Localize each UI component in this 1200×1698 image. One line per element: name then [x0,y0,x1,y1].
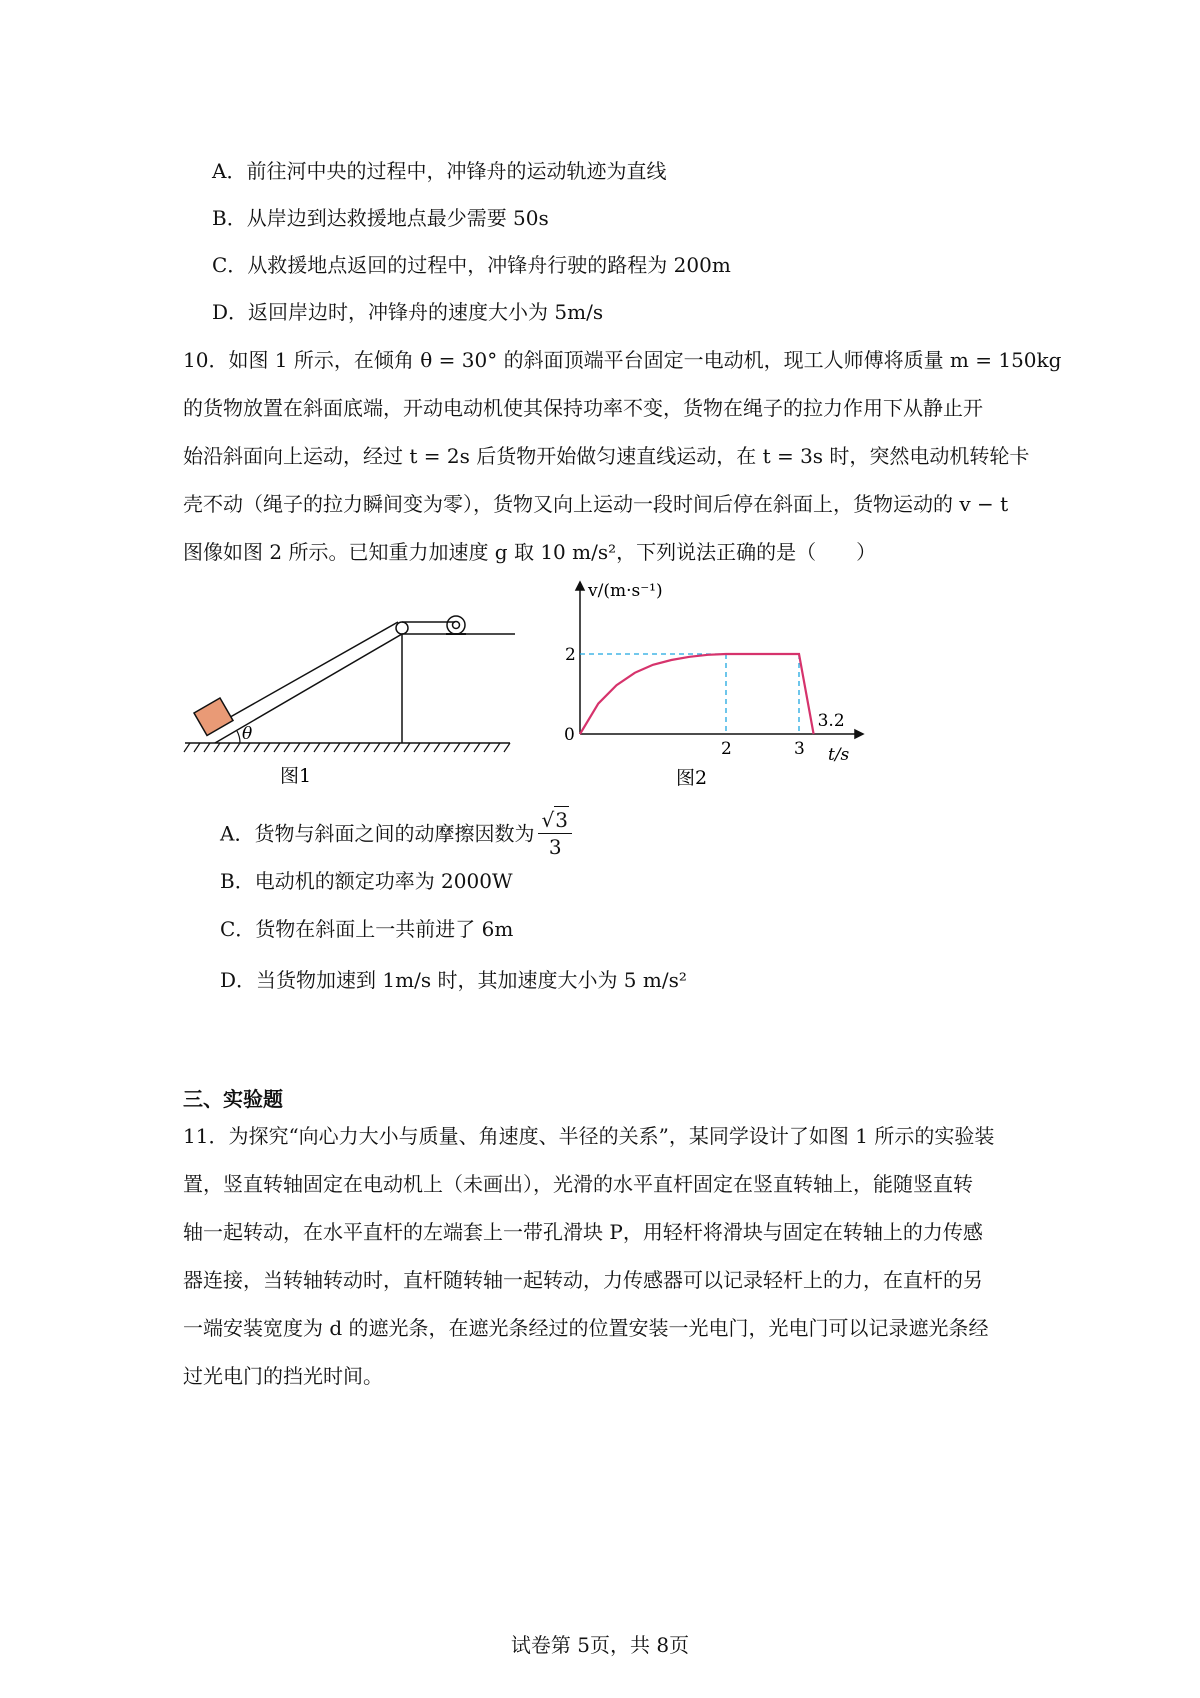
y-tick-label: 2 [565,645,576,665]
pulley-icon [396,622,408,634]
vt-curve [580,654,814,734]
y-axis-arrow-icon [576,582,584,590]
figure-2-caption: 图2 [676,767,708,789]
x-tick-label: 2 [721,739,732,759]
point-label-3-2: 3.2 [817,711,845,731]
q9-option-b [212,203,549,233]
rope [225,622,398,720]
q10-line-2: 的货物放置在斜面底端，开动电动机使其保持功率不变，货物在绳子的拉力作用下从静止开 [183,396,983,420]
q10-option-b: B．电动机的额定功率为 2000W [220,869,513,893]
origin-label: 0 [564,725,575,745]
q10-option-d: D．当货物加速到 1m/s 时，其加速度大小为 5 m/s² [220,968,687,992]
page-footer: 试卷第 5页，共 8页 [510,1633,690,1657]
option-letter: D． [212,300,249,324]
x-axis-arrow-icon [855,730,863,738]
guide-lines [580,654,799,734]
y-axis-label: v/(m·s⁻¹) [588,581,663,601]
sqrt-sign: √3 [541,808,568,832]
motor-axle-icon [453,622,460,629]
option-letter: A． [212,159,247,183]
ground-hatching [184,743,510,752]
fraction-denominator: 3 [548,835,562,859]
option-text: A．货物与斜面之间的动摩擦因数为 [220,821,535,846]
figure-1-incline [180,590,520,790]
sqrt-radicand: 3 [555,808,568,832]
cargo-block [194,698,233,736]
option-text: 从岸边到达救援地点最少需要 50s [246,206,549,230]
q11-line-6: 过光电门的挡光时间。 [183,1364,383,1388]
tick-labels [565,645,845,759]
q10-line-4: 壳不动（绳子的拉力瞬间变为零），货物又向上运动一段时间后停在斜面上，货物运动的 v − t [183,492,1009,516]
q10-line-5: 图像如图 2 所示。已知重力加速度 g 取 10 m/s²，下列说法正确的是（ ） [183,540,877,564]
q11-line-4: 器连接，当转轴转动时，直杆随转轴一起转动，力传感器可以记录轻杆上的力，在直杆的另 [183,1268,983,1292]
option-text: 前往河中央的过程中，冲锋舟的运动轨迹为直线 [246,159,667,183]
x-tick-label: 3 [794,739,805,759]
x-axis-label: t/s [828,745,850,765]
figure-1-caption: 图1 [280,765,312,787]
section-title: 三、实验题 [183,1087,283,1111]
fraction-sqrt3-over-3 [538,806,571,860]
q10-option-a [220,808,572,862]
option-letter: B． [212,206,247,230]
motor-wheel-icon [447,616,465,634]
figure-2-vt-graph [560,580,880,795]
q11-line-5: 一端安装宽度为 d 的遮光条，在遮光条经过的位置安装一光电门，光电门可以记录遮光条经 [183,1316,989,1340]
q10-option-c: C．货物在斜面上一共前进了 6m [220,917,514,941]
q11-line-1: 11．为探究“向心力大小与质量、角速度、半径的关系”，某同学设计了如图 1 所示的实验装 [183,1124,995,1148]
angle-arc [237,731,240,743]
q11-line-2: 置，竖直转轴固定在电动机上（未画出），光滑的水平直杆固定在竖直转轴上，能随竖直转 [183,1172,973,1196]
option-text: 从救援地点返回的过程中，冲锋舟行驶的路程为 200m [247,253,731,277]
q9-option-c [212,250,731,280]
q9-option-a [212,156,666,186]
q9-option-d [212,297,603,327]
option-letter: C． [212,253,248,277]
angle-label: θ [242,724,253,744]
option-text: 返回岸边时，冲锋舟的速度大小为 5m/s [248,300,604,324]
q10-line-3: 始沿斜面向上运动，经过 t = 2s 后货物开始做匀速直线运动，在 t = 3s 时，突然电动机转轮卡 [183,444,1030,468]
q11-line-3: 轴一起转动，在水平直杆的左端套上一带孔滑块 P，用轻杆将滑块与固定在转轴上的力传感 [183,1220,983,1244]
q10-line-1: 10．如图 1 所示，在倾角 θ = 30° 的斜面顶端平台固定一电动机，现工人师傅将质量 m = 150kg [183,348,1062,372]
